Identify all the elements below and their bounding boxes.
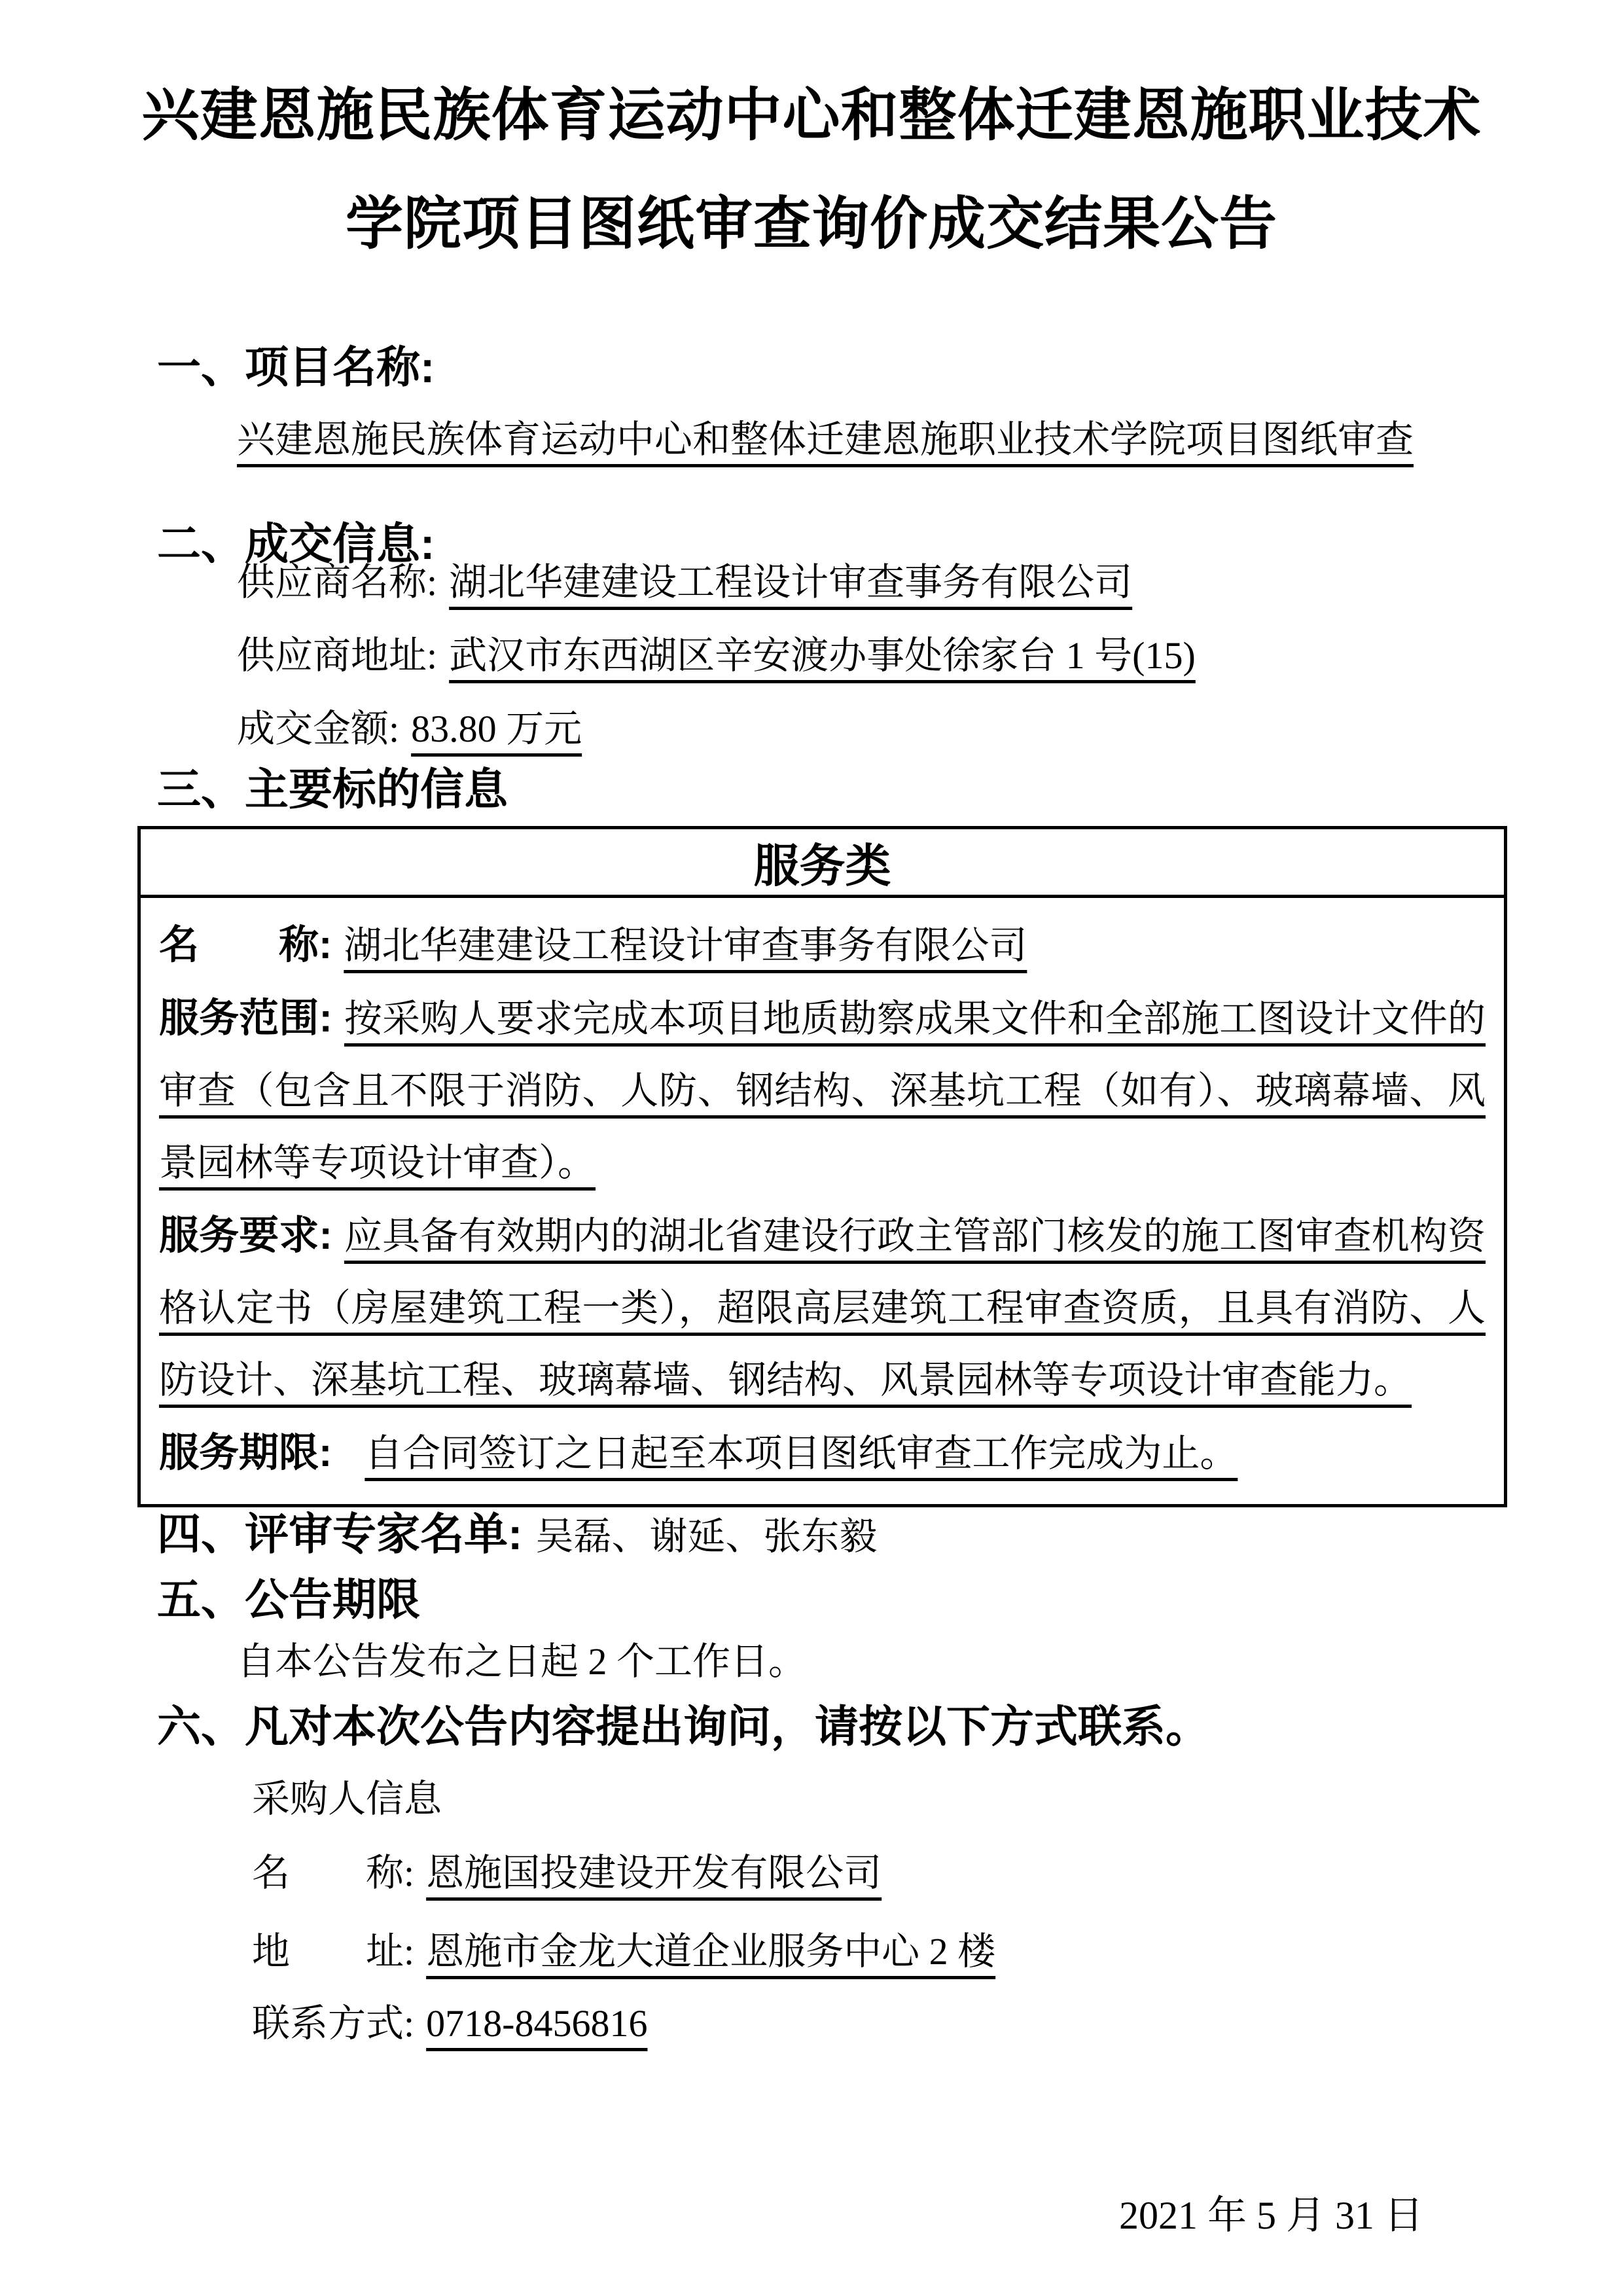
table-row-service-term-value: 自合同签订之日起至本项目图纸审查工作完成为止。	[365, 1432, 1238, 1475]
supplier-address-value: 武汉市东西湖区辛安渡办事处徐家台 1 号(15)	[449, 634, 1196, 677]
purchaser-name-value: 恩施国投建设开发有限公司	[426, 1852, 882, 1894]
section-1-heading: 一、项目名称:	[157, 343, 435, 392]
document-date: 2021 年 5 月 31 日	[1119, 2194, 1423, 2237]
table-row-service-requirements-label: 服务要求:	[159, 1213, 332, 1257]
section-4-heading-label: 四、评审专家名单:	[157, 1510, 523, 1559]
table-header-service-category: 服务类	[141, 829, 1504, 898]
supplier-name-label: 供应商名称:	[237, 561, 438, 603]
document-title-line2: 学院项目图纸审查询价成交结果公告	[345, 193, 1277, 257]
subject-info-table	[137, 826, 1507, 1507]
section-3-heading: 三、主要标的信息	[157, 765, 508, 814]
purchaser-contact-label: 联系方式:	[252, 2002, 415, 2045]
table-row-service-scope-label: 服务范围:	[159, 996, 332, 1040]
award-amount-label: 成交金额:	[237, 708, 400, 750]
purchaser-address-row	[252, 1929, 995, 1975]
award-amount-row	[237, 706, 582, 752]
supplier-address-label: 供应商地址:	[237, 634, 438, 677]
supplier-name-value: 湖北华建建设工程设计审查事务有限公司	[449, 561, 1133, 603]
table-row-name-label: 名 称:	[159, 922, 332, 967]
table-row-name	[159, 908, 1486, 982]
section-2-heading: 二、成交信息:	[157, 520, 435, 569]
purchaser-contact-row	[252, 2001, 647, 2047]
table-row-service-scope	[159, 982, 1486, 1199]
announcement-period-text: 自本公告发布之日起 2 个工作日。	[237, 1640, 807, 1683]
table-row-service-requirements-value: 应具备有效期内的湖北省建设行政主管部门核发的施工图审查机构资格认定书（房屋建筑工程一类），超限高层建筑工程审查资质，且具有消防、人防设计、深基坑工程、玻璃幕墙、钢结构、风景园林等专项设计审查能力。	[159, 1215, 1486, 1401]
table-row-service-term	[159, 1416, 1486, 1490]
document-title-line1: 兴建恩施民族体育运动中心和整体迁建恩施职业技术	[141, 84, 1482, 148]
table-row-service-scope-value: 按采购人要求完成本项目地质勘察成果文件和全部施工图设计文件的审查（包含且不限于消防、人防、钢结构、深基坑工程（如有）、玻璃幕墙、风景园林等专项设计审查）。	[159, 997, 1486, 1184]
supplier-address-row	[237, 633, 1196, 679]
section-5-heading: 五、公告期限	[157, 1575, 420, 1624]
table-row-service-term-label: 服务期限:	[159, 1430, 332, 1475]
document-title	[0, 62, 1623, 279]
purchaser-contact-value: 0718-8456816	[426, 2002, 648, 2045]
section-4-heading	[157, 1509, 877, 1562]
project-name-value: 兴建恩施民族体育运动中心和整体迁建恩施职业技术学院项目图纸审查	[237, 418, 1414, 461]
purchaser-name-label: 名 称:	[252, 1852, 415, 1894]
purchaser-address-value: 恩施市金龙大道企业服务中心 2 楼	[426, 1930, 996, 1973]
purchaser-info-title: 采购人信息	[252, 1778, 442, 1820]
award-amount-value: 83.80 万元	[411, 708, 582, 750]
supplier-name-row	[237, 560, 1132, 605]
project-name-line	[237, 417, 1414, 463]
table-row-name-value: 湖北华建建设工程设计审查事务有限公司	[344, 924, 1027, 967]
expert-names: 吴磊、谢延、张东毅	[535, 1515, 878, 1558]
purchaser-address-label: 地 址:	[252, 1930, 415, 1973]
section-6-heading: 六、凡对本次公告内容提出询问，请按以下方式联系。	[157, 1702, 1209, 1751]
table-row-service-requirements	[159, 1199, 1486, 1416]
table-body-cell	[141, 898, 1504, 1504]
purchaser-name-row	[252, 1850, 882, 1896]
